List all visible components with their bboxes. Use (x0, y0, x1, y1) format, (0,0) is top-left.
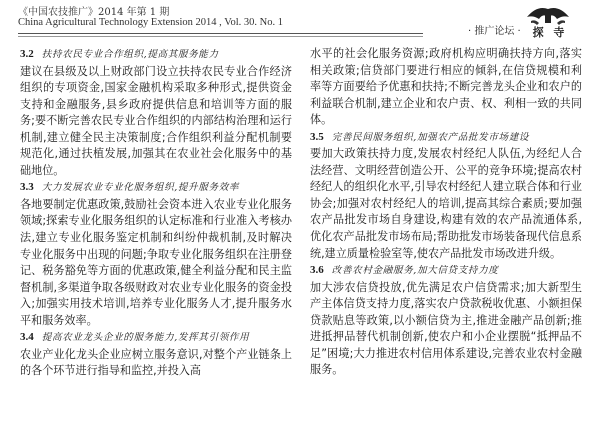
paragraph-3-6: 加大涉农信贷投放,优先满足农户信贷需求;加大新型生产主体信贷支持力度,落实农户贷款税收优惠、小额担保贷款贴息等政策,以小额信贷为主,推进金融产品创新;推进抵押品替代机制创新,使农户和小企业摆脱“抵押品不足”困境;大力推进农村信用体系建设,完善农业农村金融服务。 (310, 280, 582, 377)
right-column (310, 46, 582, 379)
journal-title-cn: 《中国农技推广》2014 年第 1 期 (18, 7, 170, 18)
section-heading-3-2 (20, 46, 292, 64)
heading-number: 3.2 (20, 48, 34, 60)
paragraph-3-5: 要加大政策扶持力度,发展农村经纪人队伍,为经纪人合法经营、文明经营创造公开、公平的竞争环境;提高农村经纪人的组织化水平,引导农村经纪人建立联合体和行业协会;加强对农村经纪人的培训,提高其综合素质;要加强农产品批发市场自身建设,构建有效的农产品流通体系,优化农产品批发市场布局;帮助批发市场装备现代信息系统,建立质量检验室等,使农产品批发市场改进升级。 (310, 147, 582, 260)
section-heading-3-6 (310, 262, 582, 280)
heading-title: 完善民间服务组织,加强农产品批发市场建设 (331, 131, 530, 143)
section-heading-3-4 (20, 329, 292, 347)
heading-number: 3.4 (20, 331, 34, 344)
heading-title: 大力发展农业专业化服务组织,提升服务效率 (41, 182, 240, 194)
header-rule-secondary (18, 36, 423, 37)
paragraph-3-4: 农业产业化龙头企业应树立服务意识,对整个产业链条上的各个环节进行指导和监控,并投入高 (20, 347, 292, 378)
section-label: · 推广论坛 · (468, 26, 521, 37)
journal-title-en: China Agricultural Technology Extension 2014 , Vol. 30. No. 1 (18, 17, 283, 28)
heading-title: 提高农业龙头企业的服务能力,发挥其引领作用 (41, 332, 250, 344)
left-column (20, 46, 292, 380)
heading-title: 改善农村金融服务,加大信贷支持力度 (331, 265, 499, 277)
section-heading-3-5 (310, 129, 582, 147)
heading-number: 3.3 (20, 181, 34, 194)
section-heading-3-3 (20, 179, 292, 197)
heading-number: 3.5 (310, 130, 324, 143)
heading-number: 3.6 (310, 264, 324, 277)
logo-text: 探 寺 (532, 26, 568, 39)
heading-title: 扶持农民专业合作组织,提高其服务能力 (41, 49, 219, 60)
paragraph-3-4-continued: 水平的社会化服务资源;政府机构应明确扶持方向,落实相关政策;信贷部门要进行相应的倾斜,在信贷规模和利率等方面要给予优惠和扶持;不断完善龙头企业和农户的利益联合机制,建立企业和农户责、权、利相一致的共同体。 (310, 47, 582, 127)
header-rule (18, 33, 423, 34)
page-header (0, 0, 593, 44)
paragraph-3-3: 各地要制定优惠政策,鼓励社会资本进入农业专业化服务领域;探索专业化服务组织的认定标准和行业准入考核办法,建立专业化服务鉴定机制和纠纷仲裁机制,及时解决专业化服务中出现的问题;争取专业化服务组织在注册登记、税务豁免等方面的优惠政策,健全利益分配和民主监督机制,多渠道争取各级财政对农业专业化服务的资金投入;加强实用技术培训,培养专业化服务人才,提升服务水平和服务效率。 (20, 197, 292, 327)
paragraph-3-2: 建议在县级及以上财政部门设立扶持农民专业合作经济组织的专项资金,国家金融机构采取多种形式,提供资金支持和金融服务,县乡政府提供信息和培训等方面的服务;要不断完善农民专业合作组织的内部结构治理和运行机制,建立健全民主决策制度;合作组织利益分配机制要规范化,通过扶植发展,加强其在农业社会化服务中的基础地位。 (20, 64, 292, 177)
